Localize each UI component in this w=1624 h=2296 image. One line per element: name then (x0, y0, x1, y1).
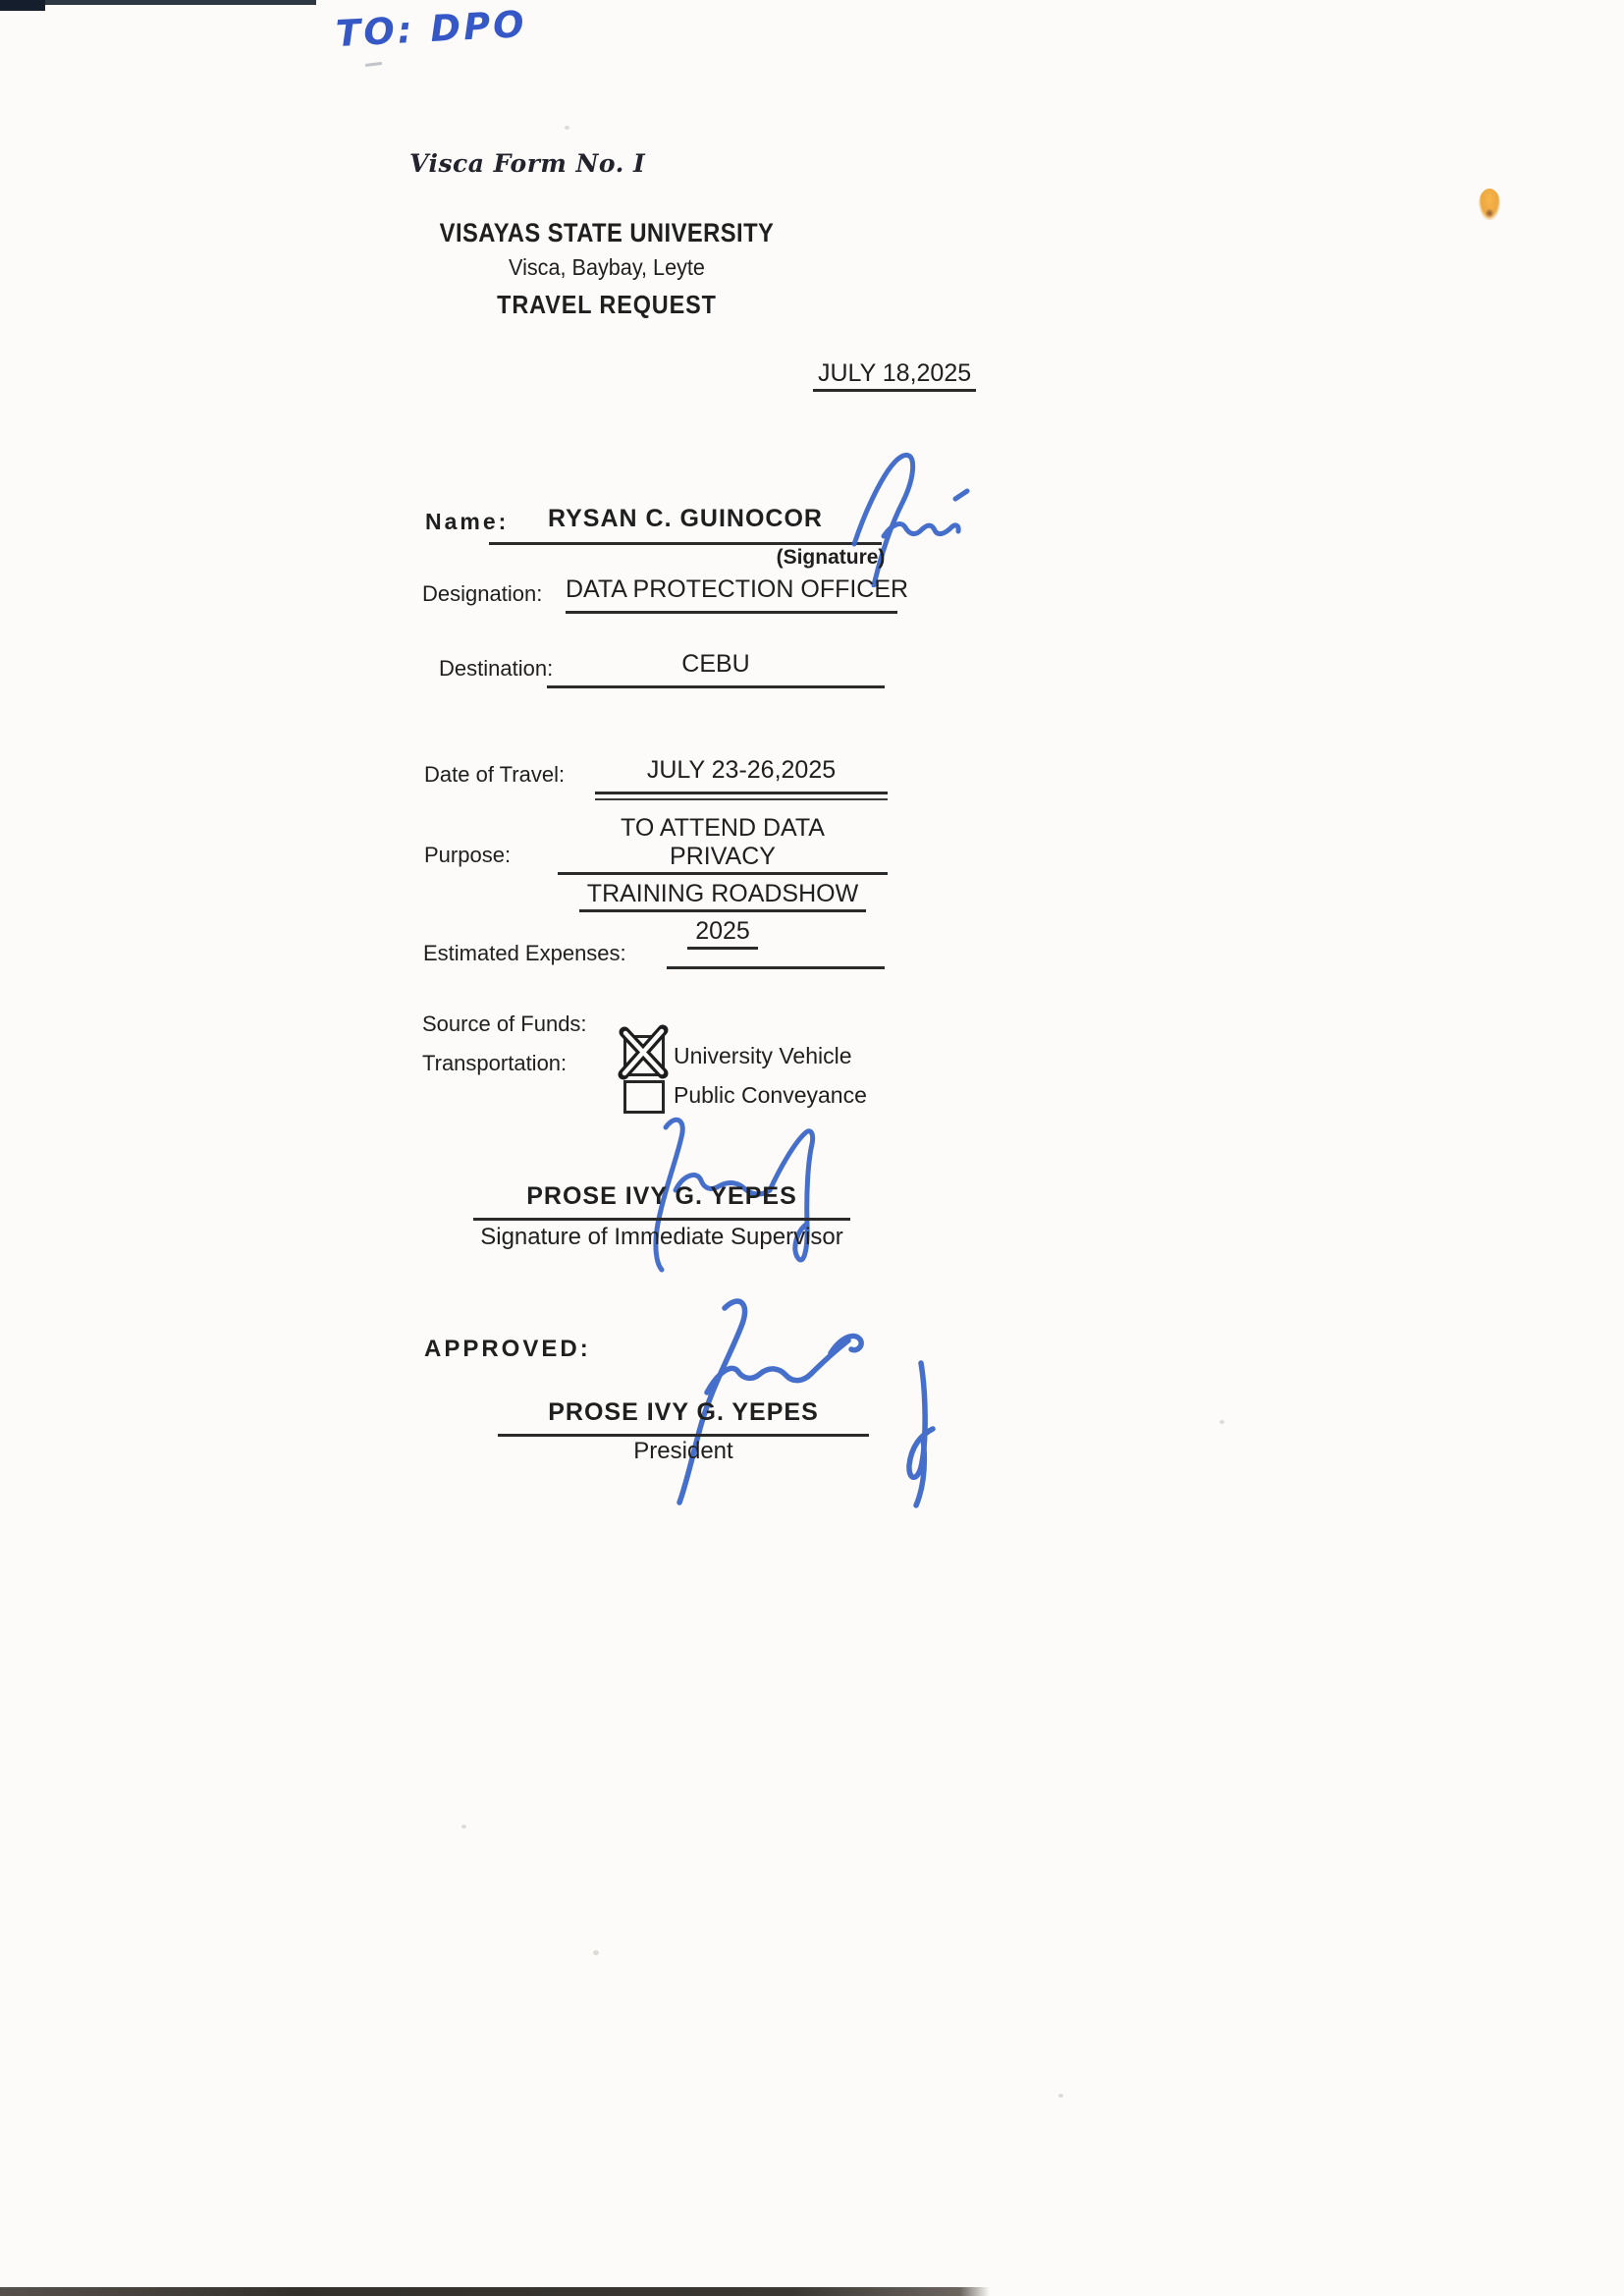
destination-field (547, 650, 885, 688)
purpose-line-1: TO ATTEND DATA PRIVACY (558, 814, 888, 875)
document-title: TRAVEL REQUEST (497, 290, 717, 319)
university-vehicle-label: University Vehicle (674, 1043, 852, 1068)
document-header (391, 218, 823, 320)
scan-speck (593, 1950, 599, 1955)
scan-speck (1058, 2094, 1063, 2098)
scan-speck (461, 1825, 466, 1829)
scan-speck (1219, 1420, 1224, 1424)
approved-label: APPROVED: (424, 1336, 591, 1362)
name-field (489, 505, 882, 545)
scan-artifact-top-strip (0, 0, 316, 5)
purpose-label: Purpose: (424, 843, 512, 867)
president-name: PROSE IVY G. YEPES (548, 1398, 819, 1426)
date-of-travel-underline (595, 798, 888, 800)
name-value: RYSAN C. GUINOCOR (548, 505, 823, 532)
estimated-expenses-field (667, 935, 885, 969)
scan-speck (565, 126, 569, 130)
transportation-label: Transportation: (422, 1051, 568, 1075)
designation-label: Designation: (422, 581, 543, 606)
name-label: Name: (425, 509, 510, 534)
purpose-line-3: 2025 (687, 917, 758, 950)
request-date-value: JULY 18,2025 (813, 359, 976, 392)
president-name-field (498, 1398, 869, 1437)
request-date-field (813, 359, 976, 392)
checkbox-x-mark (614, 1023, 673, 1082)
signature-caption: (Signature) (776, 546, 886, 569)
supervisor-name: PROSE IVY G. YEPES (526, 1182, 797, 1210)
date-of-travel-label: Date of Travel: (424, 762, 566, 787)
scan-artifact-bottom-strip (0, 2287, 990, 2296)
handwritten-routing-note: TO: DPO (335, 2, 528, 56)
form-number: Visca Form No. I (409, 149, 646, 178)
scan-artifact-top-corner (0, 0, 45, 11)
source-of-funds-label: Source of Funds: (422, 1011, 587, 1036)
purpose-field (558, 814, 888, 955)
university-address: Visca, Baybay, Leyte (509, 254, 705, 280)
designation-field (566, 575, 909, 614)
pencil-smudge (365, 62, 382, 67)
date-of-travel-value: JULY 23-26,2025 (646, 756, 837, 784)
designation-value: DATA PROTECTION OFFICER (566, 575, 909, 603)
estimated-expenses-label: Estimated Expenses: (423, 941, 626, 965)
public-conveyance-label: Public Conveyance (674, 1082, 867, 1108)
date-of-travel-field (595, 756, 888, 794)
purpose-line-2: TRAINING ROADSHOW (579, 880, 866, 912)
destination-value: CEBU (681, 650, 750, 678)
president-title: President (633, 1438, 733, 1464)
supervisor-caption: Signature of Immediate Supervisor (480, 1224, 843, 1250)
supervisor-name-field (473, 1182, 850, 1221)
public-conveyance-checkbox (623, 1080, 665, 1114)
destination-label: Destination: (439, 656, 554, 681)
paper-stain (1479, 189, 1500, 220)
university-name: VISAYAS STATE UNIVERSITY (439, 218, 775, 247)
